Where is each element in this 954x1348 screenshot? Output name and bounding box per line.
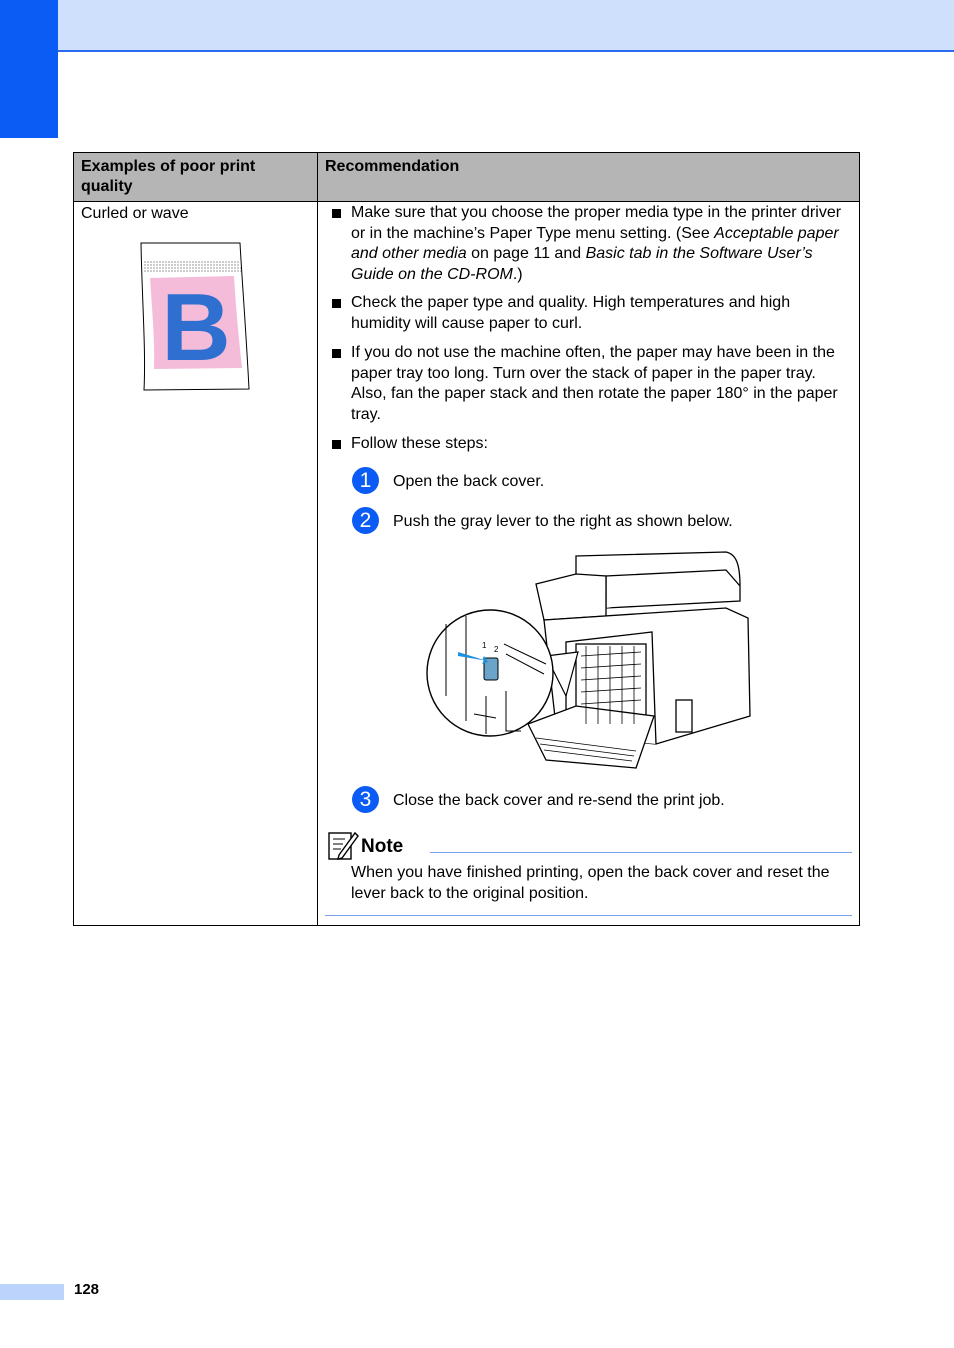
step-text: Push the gray lever to the right as shown below. bbox=[393, 513, 733, 530]
step-text: Open the back cover. bbox=[393, 473, 545, 490]
lever-label-1: 1 bbox=[482, 641, 487, 650]
bullet-paper-storage bbox=[332, 343, 852, 425]
bullet-text: Make sure that you choose the proper media type in the printer driver or in the machine’s Paper Type menu setting. (See bbox=[351, 204, 842, 242]
table-header-row bbox=[74, 153, 859, 202]
bullet-text: Check the paper type and quality. High temperatures and high humidity will cause paper to curl. bbox=[351, 294, 791, 332]
note-divider-bottom bbox=[325, 915, 852, 916]
cross-reference-text: Acceptable paper and other media bbox=[351, 224, 839, 262]
step-text: Close the back cover and re-send the print job. bbox=[393, 792, 725, 809]
bullet-square-icon bbox=[332, 440, 341, 449]
note-divider-top bbox=[430, 852, 852, 853]
bullet-square-icon bbox=[332, 299, 341, 308]
bullet-square-icon bbox=[332, 209, 341, 218]
header-band bbox=[0, 0, 954, 52]
step-number-badge: 1 bbox=[352, 467, 379, 494]
bullet-square-icon bbox=[332, 349, 341, 358]
column-divider bbox=[317, 153, 318, 925]
cross-reference-text: Basic tab in the Software User’s Guide on the CD-ROM bbox=[351, 245, 813, 283]
bullet-text: If you do not use the machine often, the paper may have been in the paper tray too long. Turn over the stack of paper in the paper tray. Also, fan the paper stack and then rotate the paper 180° in the paper tray. bbox=[351, 344, 838, 423]
note-title: Note bbox=[361, 836, 404, 857]
problem-label: Curled or wave bbox=[81, 205, 189, 222]
printer-back-cover-illustration bbox=[426, 546, 754, 772]
note-text: When you have finished printing, open the back cover and reset the lever back to the original position. bbox=[351, 864, 830, 902]
bullet-text: Follow these steps: bbox=[351, 435, 488, 452]
header-recommendation: Recommendation bbox=[325, 158, 460, 175]
note-pencil-icon bbox=[327, 829, 359, 861]
bullet-text: .) bbox=[512, 265, 523, 283]
bullet-text: on page 11 and bbox=[466, 245, 586, 262]
bullet-paper-quality bbox=[332, 293, 852, 334]
step-number-badge: 2 bbox=[352, 507, 379, 534]
footer-band bbox=[0, 1284, 64, 1300]
curled-paper-illustration bbox=[138, 240, 254, 394]
bullet-media-type bbox=[332, 203, 852, 285]
step-number-badge: 3 bbox=[352, 786, 379, 813]
header-examples: Examples of poor print quality bbox=[81, 158, 256, 195]
lever-label-2: 2 bbox=[494, 645, 499, 654]
chapter-tab bbox=[0, 0, 58, 138]
page-number: 128 bbox=[74, 1281, 100, 1298]
sample-letter: B bbox=[161, 274, 231, 381]
bullet-follow-steps bbox=[332, 434, 852, 455]
